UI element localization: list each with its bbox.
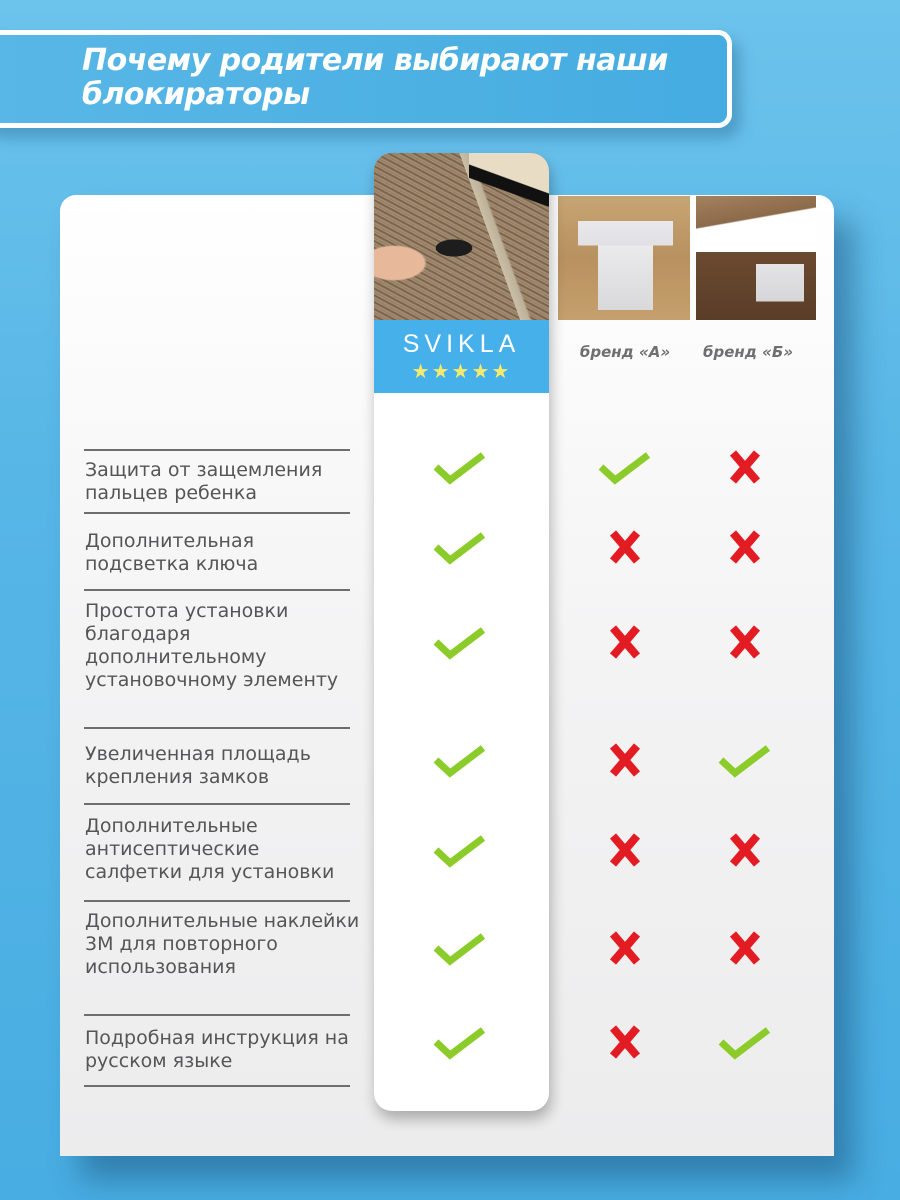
row-divider bbox=[84, 1085, 350, 1087]
check-icon bbox=[597, 447, 653, 487]
check-icon bbox=[717, 740, 773, 780]
cross-icon bbox=[717, 830, 773, 870]
cross-icon bbox=[597, 740, 653, 780]
feature-label: Дополнительные антисептические салфетки для установки bbox=[85, 815, 335, 883]
svikla-brand-name: SVIKLA bbox=[402, 330, 521, 358]
feature-label: Дополнительная подсветка ключа bbox=[85, 530, 259, 575]
check-icon bbox=[432, 527, 488, 567]
cross-icon bbox=[597, 928, 653, 968]
row-divider bbox=[84, 512, 350, 514]
feature-label: Увеличенная площадь крепления замков bbox=[85, 743, 311, 788]
svikla-brand-band bbox=[374, 320, 549, 393]
brand-a-product-image bbox=[558, 196, 690, 320]
feature-label: Простота установки благодаря дополнительному установочному элементу bbox=[85, 600, 339, 691]
cross-icon bbox=[717, 447, 773, 487]
row-divider bbox=[84, 449, 350, 451]
cross-icon bbox=[597, 830, 653, 870]
brand-b-label: бренд «Б» bbox=[702, 343, 793, 361]
cross-icon bbox=[597, 527, 653, 567]
feature-label: Защита от защемления пальцев ребенка bbox=[85, 459, 323, 504]
page-title: Почему родители выбирают наши блокираторы bbox=[82, 43, 668, 112]
cross-icon bbox=[717, 622, 773, 662]
svikla-product-photo bbox=[374, 153, 549, 320]
brand-b-product-image bbox=[696, 196, 816, 320]
cross-icon bbox=[597, 1022, 653, 1062]
check-icon bbox=[432, 830, 488, 870]
row-divider bbox=[84, 727, 350, 729]
star-rating-icons: ★★★★★ bbox=[411, 361, 512, 383]
check-icon bbox=[432, 740, 488, 780]
feature-label: Дополнительные наклейки 3М для повторного использования bbox=[85, 910, 360, 978]
brand-a-label: бренд «А» bbox=[579, 343, 671, 361]
check-icon bbox=[717, 1022, 773, 1062]
cross-icon bbox=[597, 622, 653, 662]
check-icon bbox=[432, 928, 488, 968]
feature-label: Подробная инструкция на русском языке bbox=[85, 1027, 349, 1072]
check-icon bbox=[432, 1022, 488, 1062]
cross-icon bbox=[717, 527, 773, 567]
cross-icon bbox=[717, 928, 773, 968]
row-divider bbox=[84, 589, 350, 591]
row-divider bbox=[84, 1014, 350, 1016]
check-icon bbox=[432, 622, 488, 662]
check-icon bbox=[432, 447, 488, 487]
row-divider bbox=[84, 900, 350, 902]
row-divider bbox=[84, 803, 350, 805]
